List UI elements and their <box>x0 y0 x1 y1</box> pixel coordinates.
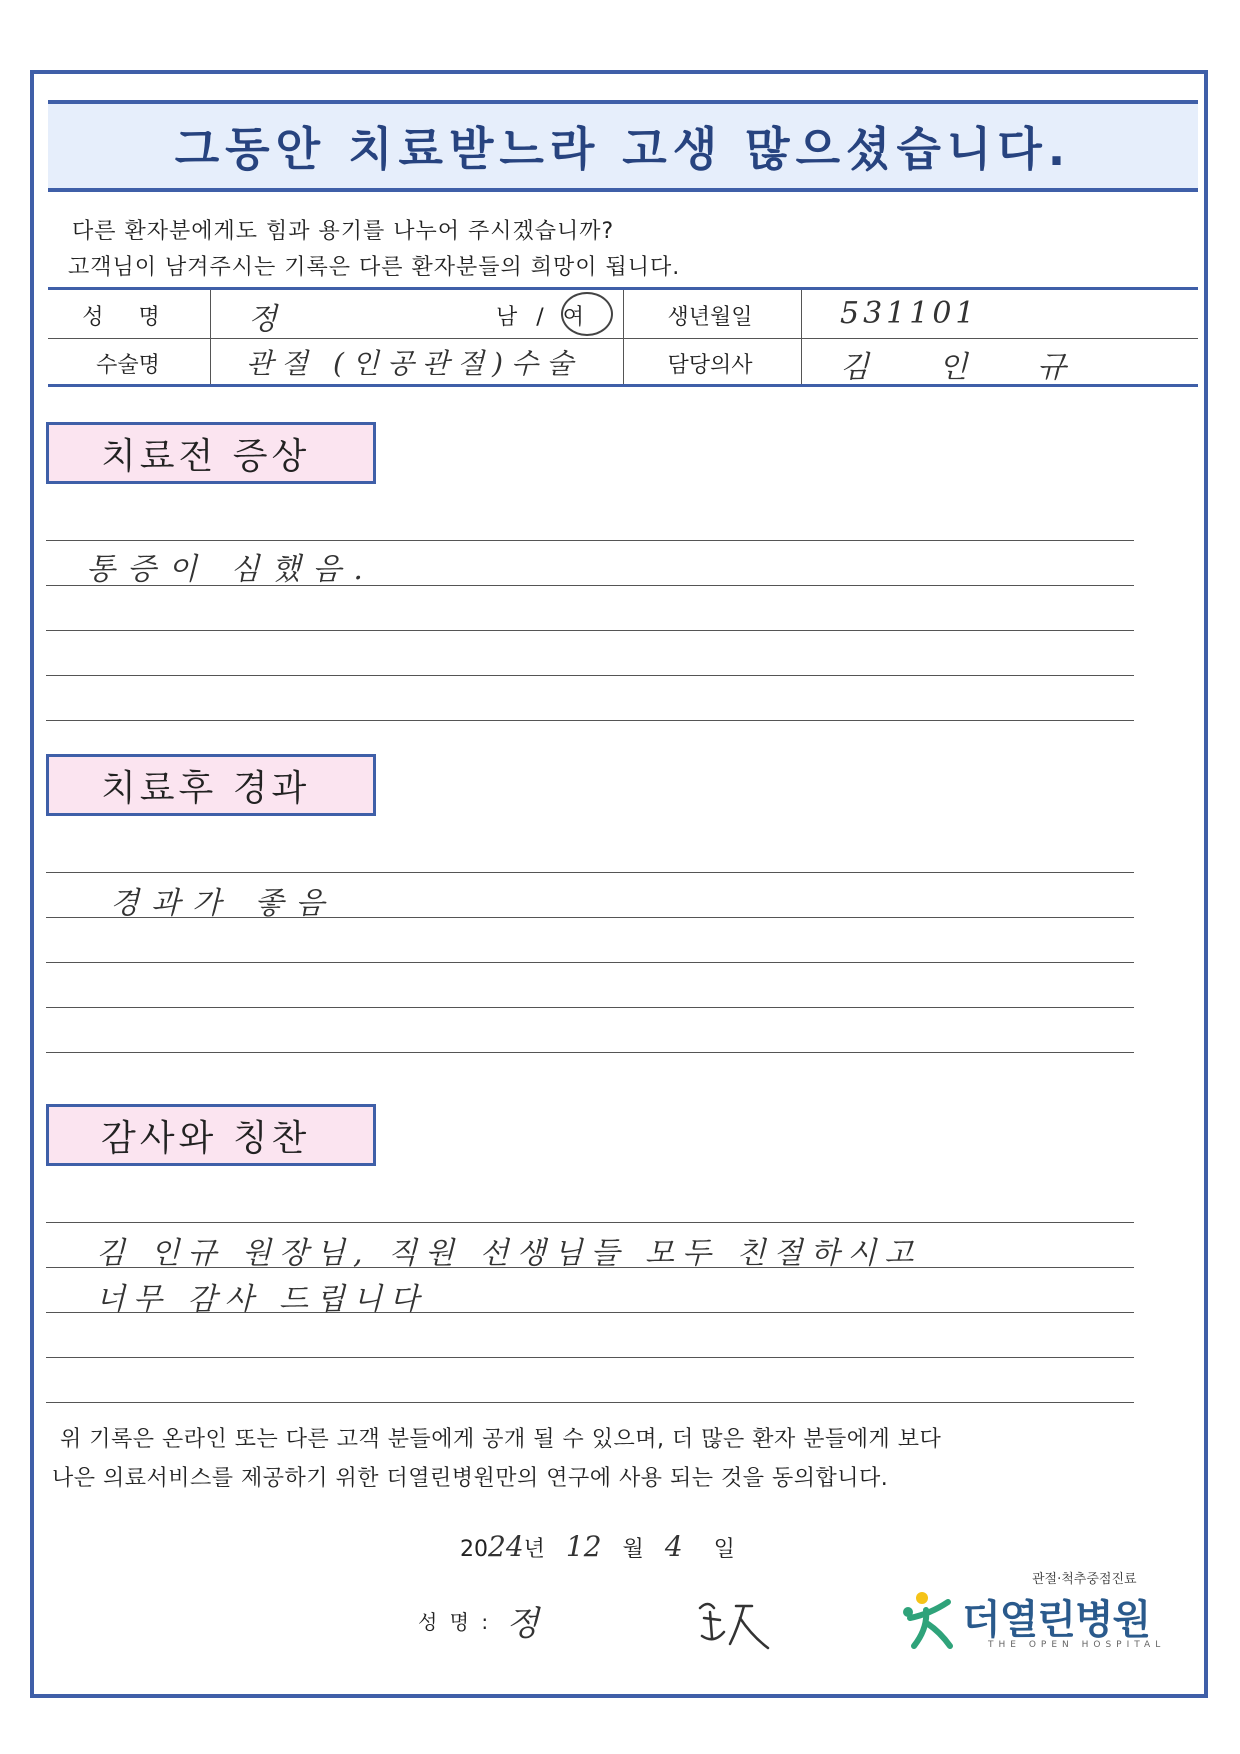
writing-line <box>46 1007 1134 1008</box>
date-day: 4 <box>664 1530 683 1563</box>
writing-line <box>46 872 1134 873</box>
section-heading-results: 치료후 경과 <box>46 754 376 816</box>
section-heading-symptoms: 치료전 증상 <box>46 422 376 484</box>
symptoms-text-line-1: 통증이 심했음. <box>86 552 375 587</box>
thanks-text-line-1: 김 인규 원장님, 직원 선생님들 모두 친절하시고 <box>96 1236 922 1271</box>
date-year-suffix: 24 <box>488 1530 524 1563</box>
birth-value: 531101 <box>840 296 979 331</box>
birth-label: 생년월일 <box>667 305 753 330</box>
info-col-divider <box>801 290 802 384</box>
patient-info-table <box>48 287 1198 387</box>
name-label: 성 명 <box>82 305 174 330</box>
logo-subtitle: 관절·척추중점진료 <box>1032 1572 1137 1587</box>
date-month-unit: 월 <box>622 1537 644 1562</box>
doctor-value: 김 인 규 <box>840 350 1097 385</box>
intro-line-1: 다른 환자분에게도 힘과 용기를 나누어 주시겠습니까? <box>72 219 615 244</box>
intro-line-2: 고객님이 남겨주시는 기록은 다른 환자분들의 희망이 됩니다. <box>68 255 681 280</box>
page-title: 그동안 치료받느라 고생 많으셨습니다. <box>174 122 1072 176</box>
thanks-text-line-2: 너무 감사 드립니다 <box>96 1282 427 1317</box>
date-day-unit: 일 <box>713 1537 735 1562</box>
hospital-logo-icon <box>900 1588 962 1650</box>
surgery-label: 수술명 <box>96 353 160 378</box>
hospital-logo <box>900 1568 1180 1658</box>
doctor-label: 담당의사 <box>667 353 753 378</box>
name-value: 정 <box>248 302 277 337</box>
consent-line-2: 나은 의료서비스를 제공하기 위한 더열린병원만의 연구에 사용 되는 것을 동의합니다. <box>52 1466 889 1491</box>
logo-english: THE OPEN HOSPITAL <box>988 1640 1166 1650</box>
writing-line <box>46 962 1134 963</box>
results-text-line-1: 경과가 좋음 <box>110 886 337 921</box>
writing-line <box>46 1402 1134 1403</box>
date-year-prefix: 20 <box>460 1537 488 1562</box>
gender-label: 남 / 여 <box>496 305 590 330</box>
date-line <box>460 1530 735 1563</box>
writing-line <box>46 540 1134 541</box>
consent-line-1: 위 기록은 온라인 또는 다른 고객 분들에게 공개 될 수 있으며, 더 많은 환자 분들에게 보다 <box>60 1427 942 1452</box>
writing-line <box>46 630 1134 631</box>
signature-name: 정 <box>506 1604 539 1644</box>
signature-label: 성 명 : <box>418 1610 492 1634</box>
writing-line <box>46 1357 1134 1358</box>
logo-name: 더열린병원 <box>962 1597 1151 1643</box>
writing-line <box>46 1052 1134 1053</box>
surgery-value: 관절 (인공관절)수술 <box>246 347 582 380</box>
section-heading-thanks: 감사와 칭찬 <box>46 1104 376 1166</box>
info-col-divider <box>210 290 211 384</box>
title-banner <box>48 100 1198 192</box>
writing-line <box>46 1222 1134 1223</box>
writing-line <box>46 675 1134 676</box>
info-col-divider <box>623 290 624 384</box>
writing-line <box>46 720 1134 721</box>
handwritten-signature-mark <box>690 1588 780 1658</box>
date-month: 12 <box>565 1530 602 1563</box>
gender-selected-circle <box>561 292 613 336</box>
date-year-unit: 년 <box>523 1537 545 1562</box>
